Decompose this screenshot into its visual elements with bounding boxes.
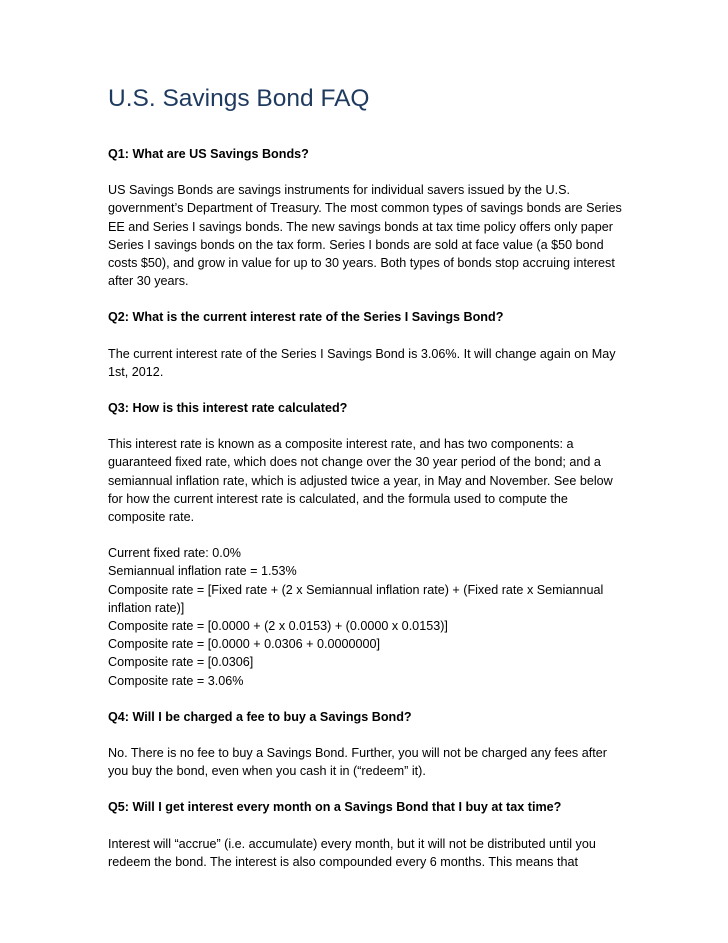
calc-line: Composite rate = 3.06% [108, 673, 244, 688]
answer-q2: The current interest rate of the Series I Savings Bond is 3.06%. It will change again on May 1st, 2012. [108, 346, 616, 379]
question-q2: Q2: What is the current interest rate of the Series I Savings Bond? [108, 310, 504, 325]
calc-line: Composite rate = [Fixed rate + (2 x Semiannual inflation rate) + (Fixed rate x Semiannual inflation rate)] [108, 582, 604, 615]
faq-section-q4 [108, 708, 628, 781]
document-title: U.S. Savings Bond FAQ [108, 85, 370, 112]
faq-section-q3 [108, 399, 628, 690]
faq-section-q5 [108, 798, 628, 871]
calc-line: Composite rate = [0.0000 + 0.0306 + 0.0000000] [108, 637, 381, 652]
calc-line: Semiannual inflation rate = 1.53% [108, 564, 297, 579]
question-q5: Q5: Will I get interest every month on a Savings Bond that I buy at tax time? [108, 800, 562, 815]
calc-line: Composite rate = [0.0306] [108, 655, 254, 670]
faq-section-q1 [108, 145, 628, 290]
faq-section-q2 [108, 308, 628, 381]
answer-q4: No. There is no fee to buy a Savings Bond. Further, you will not be charged any fees after you buy the bond, even when you cash it in (“redeem” it). [108, 746, 607, 779]
answer-q3: This interest rate is known as a composite interest rate, and has two components: a guaranteed fixed rate, which does not change over the 30 year period of the bond; and a semiannual inflation rate, which is adjusted twice a year, in May and November. See below for how the current interest rate is calculated, and the formula used to compute the composite rate. [108, 437, 613, 525]
calc-line: Composite rate = [0.0000 + (2 x 0.0153) + (0.0000 x 0.0153)] [108, 619, 448, 634]
calc-line: Current fixed rate: 0.0% [108, 546, 241, 561]
question-q1: Q1: What are US Savings Bonds? [108, 147, 309, 161]
answer-q1: US Savings Bonds are savings instruments for individual savers issued by the U.S. government’s Department of Treasury. The most common types of savings bonds are Series EE and Series I savings bonds. The new savings bonds at tax time policy offers only paper Series I savings bonds on the tax form. Series I bonds are sold at face value (a $50 bond costs $50), and grow in value for up to 30 years. Both types of bonds stop accruing interest after 30 years. [108, 183, 622, 289]
answer-q5: Interest will “accrue” (i.e. accumulate) every month, but it will not be distributed until you redeem the bond. The interest is also compounded every 6 months. This means that [108, 836, 596, 869]
document-page [108, 84, 628, 889]
composite-rate-calculation [108, 544, 628, 690]
question-q3: Q3: How is this interest rate calculated? [108, 401, 348, 416]
question-q4: Q4: Will I be charged a fee to buy a Savings Bond? [108, 709, 412, 724]
